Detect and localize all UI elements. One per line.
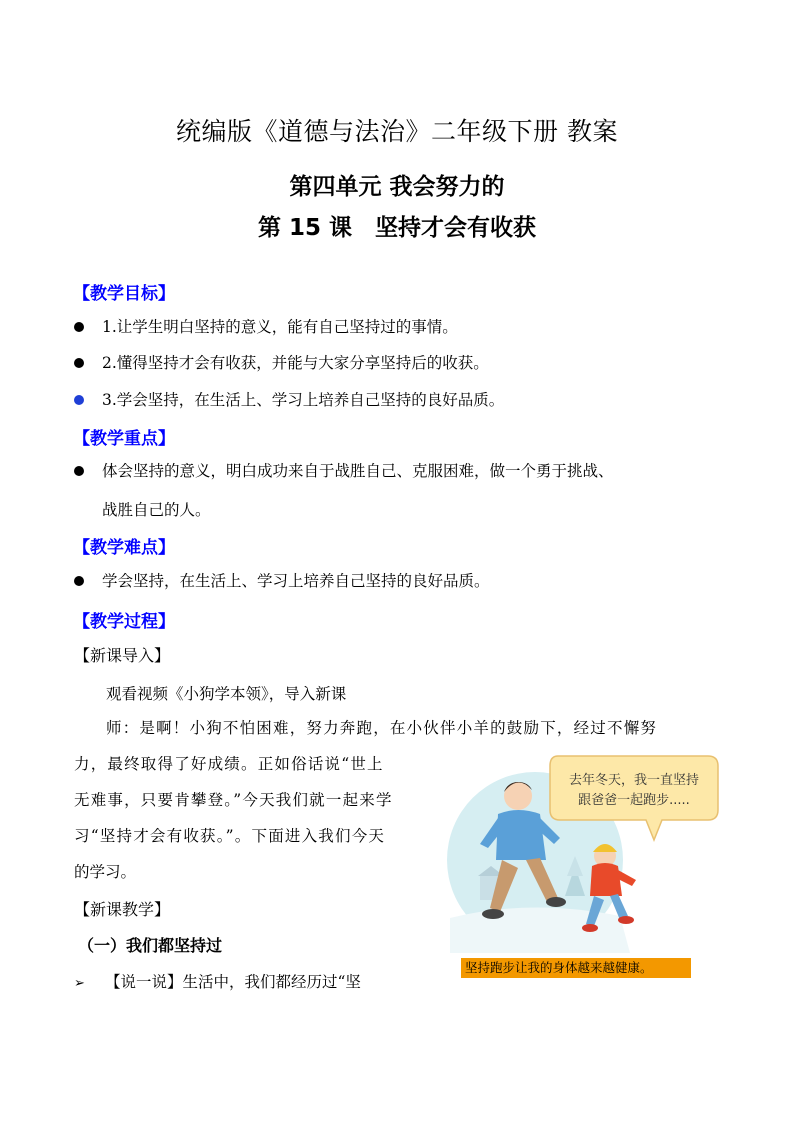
running-illustration xyxy=(440,748,730,960)
process-heading: 【教学过程】 xyxy=(73,612,175,632)
key-points-heading: 【教学重点】 xyxy=(73,429,175,449)
objectives-heading: 【教学目标】 xyxy=(73,284,175,304)
lesson-title: 第 15 课 坚持才会有收获 xyxy=(257,215,537,241)
key-point-continuation: 战胜自己的人。 xyxy=(102,501,211,519)
bullet-dot-icon xyxy=(74,576,84,586)
difficulties-heading: 【教学难点】 xyxy=(73,538,175,558)
document-title: 统编版《道德与法治》二年级下册 教案 xyxy=(176,117,618,146)
teacher-line: 无难事，只要肯攀登。”今天我们就一起来学 xyxy=(74,791,393,809)
intro-label: 【新课导入】 xyxy=(74,646,171,665)
speech-line: 跟爸爸一起跑步..... xyxy=(578,793,690,808)
teacher-line: 力，最终取得了好成绩。正如俗话说“世上 xyxy=(74,755,384,773)
intro-line: 观看视频《小狗学本领》，导入新课 xyxy=(106,685,347,703)
arrow-bullet-icon: ➢ xyxy=(74,976,85,991)
bullet-dot-icon xyxy=(74,395,84,405)
teacher-line: 师：是啊！小狗不怕困难，努力奔跑，在小伙伴小羊的鼓励下，经过不懈努 xyxy=(106,719,658,737)
speech-line: 去年冬天，我一直坚持 xyxy=(568,773,700,788)
bullet-dot-icon xyxy=(74,358,84,368)
say-item: ➢ 【说一说】生活中，我们都经历过“坚 xyxy=(74,973,361,991)
bullet-dot-icon xyxy=(74,322,84,332)
unit-title: 第四单元 我会努力的 xyxy=(289,174,505,200)
illustration-caption: 坚持跑步让我的身体越来越健康。 xyxy=(461,958,691,978)
bullet-dot-icon xyxy=(74,466,84,476)
teach-label: 【新课教学】 xyxy=(74,900,171,919)
teacher-line: 的学习。 xyxy=(74,863,137,881)
subsection-title: （一）我们都坚持过 xyxy=(78,936,223,955)
teacher-line: 习“坚持才会有收获。”。下面进入我们今天 xyxy=(74,827,386,845)
